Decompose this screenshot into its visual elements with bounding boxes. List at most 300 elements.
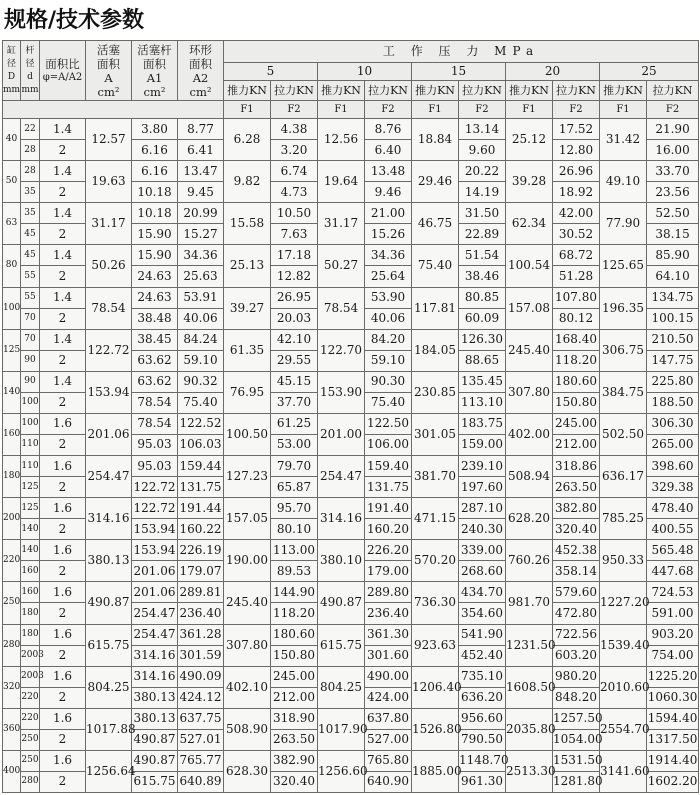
pull-force-cell: 150.80 [271,645,318,666]
pull-force-cell: 85.90 [647,245,699,266]
ring-area-cell: 13.47 [178,161,224,182]
pull-force-cell: 434.70 [459,582,506,603]
pull-force-cell: 1054.00 [553,729,600,750]
pull-force-cell: 339.00 [459,540,506,561]
pull-force-cell: 59.10 [365,350,412,371]
pull-force-cell: 144.90 [271,582,318,603]
table-row [3,540,699,561]
pull-force-cell: 122.50 [365,413,412,434]
table-row [3,666,699,687]
pull-force-cell: 320.40 [553,519,600,540]
push-force-label: 推力KN [318,81,365,101]
ring-area-cell: 15.27 [178,224,224,245]
push-force-cell: 570.20 [412,540,459,582]
piston-area-cell: 122.72 [86,329,132,371]
pull-force-cell: 17.52 [553,119,600,140]
ring-area-cell: 765.77 [178,750,224,771]
area-ratio-cell: 1.4 [40,329,86,350]
rod-area-cell: 201.06 [132,582,178,603]
pull-force-cell: 4.73 [271,182,318,203]
pull-force-cell: 168.40 [553,329,600,350]
pull-force-cell: 239.10 [459,456,506,477]
area-ratio-cell: 2 [40,392,86,413]
pull-force-cell: 4.38 [271,119,318,140]
pull-force-cell: 80.12 [553,308,600,329]
rod-diameter-cell: 125 [21,498,40,519]
area-ratio-cell: 1.6 [40,666,86,687]
rod-diameter-cell: 220 [21,708,40,729]
push-force-cell: 1608.50 [506,666,553,708]
rod-area-cell: 24.63 [132,266,178,287]
ring-area-cell: 122.52 [178,413,224,434]
push-force-cell: 471.15 [412,498,459,540]
ring-area-cell: 34.36 [178,245,224,266]
push-force-cell: 1256.60 [318,750,365,792]
rod-area-header: 活塞杆 面积 A1 cm² [132,41,178,101]
rod-area-cell: 615.75 [132,771,178,792]
piston-area-cell: 31.17 [86,203,132,245]
rod-area-cell: 254.47 [132,624,178,645]
pull-force-cell: 65.87 [271,477,318,498]
f1-label: F1 [224,101,271,119]
area-ratio-cell: 2 [40,645,86,666]
push-force-cell: 39.27 [224,287,271,329]
pull-force-cell: 1060.30 [647,687,699,708]
area-ratio-cell: 1.4 [40,119,86,140]
rod-diameter-cell: 125 [21,477,40,498]
push-force-cell: 615.75 [318,624,365,666]
pull-force-cell: 88.65 [459,350,506,371]
pull-force-cell: 14.19 [459,182,506,203]
ring-area-cell: 226.19 [178,540,224,561]
rod-diameter-cell: 70 [21,308,40,329]
bore-diameter-cell: 320 [3,666,21,708]
pull-force-cell: 135.45 [459,371,506,392]
pull-force-cell: 306.30 [647,413,699,434]
pull-force-cell: 31.50 [459,203,506,224]
pull-force-cell: 89.53 [271,561,318,582]
push-force-cell: 760.26 [506,540,553,582]
rod-area-cell: 95.03 [132,456,178,477]
pull-force-cell: 447.68 [647,561,699,582]
push-force-cell: 12.56 [318,119,365,161]
rod-area-cell: 10.18 [132,203,178,224]
f2-label: F2 [459,101,506,119]
ring-area-cell: 131.75 [178,477,224,498]
table-row [3,624,699,645]
push-force-cell: 2513.30 [506,750,553,792]
rod-diameter-cell: 28 [21,161,40,182]
rod-diameter-cell: 250 [21,729,40,750]
pull-force-cell: 180.60 [553,371,600,392]
piston-area-cell: 12.57 [86,119,132,161]
rod-diameter-cell: 180 [21,603,40,624]
piston-area-cell: 380.13 [86,540,132,582]
table-row [3,498,699,519]
area-ratio-cell: 2 [40,687,86,708]
pull-force-cell: 1594.40 [647,708,699,729]
push-force-cell: 2035.80 [506,708,553,750]
pull-force-cell: 329.38 [647,477,699,498]
pull-force-cell: 79.70 [271,456,318,477]
pull-force-cell: 1257.50 [553,708,600,729]
rod-area-cell: 153.94 [132,540,178,561]
pull-force-cell: 1914.40 [647,750,699,771]
area-ratio-cell: 1.6 [40,456,86,477]
pull-force-cell: 636.20 [459,687,506,708]
push-force-cell: 245.40 [224,582,271,624]
pull-force-cell: 34.36 [365,245,412,266]
push-force-cell: 490.87 [318,582,365,624]
ring-area-cell: 527.01 [178,729,224,750]
pull-force-cell: 354.60 [459,603,506,624]
bore-diameter-cell: 125 [3,329,21,371]
pull-force-cell: 210.50 [647,329,699,350]
pull-force-cell: 6.40 [365,140,412,161]
pull-force-cell: 790.50 [459,729,506,750]
pull-force-cell: 118.20 [553,350,600,371]
pull-force-cell: 84.20 [365,329,412,350]
pull-force-cell: 452.38 [553,540,600,561]
pull-force-cell: 240.30 [459,519,506,540]
rod-area-cell: 254.47 [132,603,178,624]
push-force-cell: 196.35 [600,287,647,329]
push-force-cell: 127.23 [224,456,271,498]
rod-diameter-cell: 55 [21,266,40,287]
push-force-cell: 190.00 [224,540,271,582]
pull-force-cell: 472.80 [553,603,600,624]
table-row [3,750,699,771]
area-ratio-cell: 1.6 [40,708,86,729]
push-force-cell: 61.35 [224,329,271,371]
pull-force-cell: 382.80 [553,498,600,519]
ring-area-cell: 9.45 [178,182,224,203]
pull-force-cell: 52.50 [647,203,699,224]
pull-force-cell: 452.40 [459,645,506,666]
pull-force-cell: 527.00 [365,729,412,750]
push-force-cell: 62.34 [506,203,553,245]
pull-force-cell: 68.72 [553,245,600,266]
rod-diameter-cell: 2003 [21,666,40,687]
bore-diameter-cell: 50 [3,161,21,203]
pull-force-cell: 1148.70 [459,750,506,771]
pull-force-cell: 18.92 [553,182,600,203]
pull-force-cell: 188.50 [647,392,699,413]
pull-force-cell: 126.30 [459,329,506,350]
rod-diameter-cell: 70 [21,329,40,350]
pull-force-cell: 212.00 [553,434,600,455]
ring-area-cell: 191.44 [178,498,224,519]
ring-area-cell: 25.63 [178,266,224,287]
pull-force-cell: 134.75 [647,287,699,308]
pull-force-cell: 38.46 [459,266,506,287]
area-ratio-cell: 2 [40,224,86,245]
pressure-15-header: 15 [412,63,506,81]
ring-area-cell: 20.99 [178,203,224,224]
pull-force-cell: 113.10 [459,392,506,413]
rod-diameter-cell: 160 [21,582,40,603]
area-ratio-cell: 2 [40,140,86,161]
push-force-cell: 307.80 [224,624,271,666]
pull-force-cell: 637.80 [365,708,412,729]
pull-force-cell: 37.70 [271,392,318,413]
push-force-cell: 1017.90 [318,708,365,750]
rod-area-cell: 314.16 [132,645,178,666]
ring-area-cell: 640.89 [178,771,224,792]
rod-area-cell: 490.87 [132,750,178,771]
pull-force-cell: 75.40 [365,392,412,413]
pull-force-label: 拉力KN [553,81,600,101]
push-force-cell: 1227.20 [600,582,647,624]
bore-diameter-cell: 220 [3,540,21,582]
area-ratio-cell: 1.4 [40,371,86,392]
pull-force-cell: 42.10 [271,329,318,350]
push-force-cell: 628.20 [506,498,553,540]
ring-area-cell: 490.09 [178,666,224,687]
pull-force-cell: 903.20 [647,624,699,645]
rod-area-cell: 24.63 [132,287,178,308]
area-ratio-cell: 1.6 [40,413,86,434]
pull-force-cell: 956.60 [459,708,506,729]
push-force-cell: 19.64 [318,161,365,203]
piston-area-cell: 201.06 [86,413,132,455]
area-ratio-cell: 1.6 [40,582,86,603]
f1-label: F1 [600,101,647,119]
pressure-10-header: 10 [318,63,412,81]
pull-force-cell: 490.00 [365,666,412,687]
push-force-cell: 78.54 [318,287,365,329]
push-force-cell: 25.12 [506,119,553,161]
pull-force-cell: 159.00 [459,434,506,455]
pull-force-cell: 100.15 [647,308,699,329]
push-force-cell: 9.82 [224,161,271,203]
pull-force-cell: 289.80 [365,582,412,603]
bore-diameter-cell: 180 [3,456,21,498]
push-force-cell: 636.17 [600,456,647,498]
pull-force-cell: 478.40 [647,498,699,519]
pull-force-cell: 268.60 [459,561,506,582]
push-force-cell: 314.16 [318,498,365,540]
pull-force-cell: 197.60 [459,477,506,498]
push-force-cell: 381.70 [412,456,459,498]
pull-force-cell: 179.00 [365,561,412,582]
push-force-cell: 31.42 [600,119,647,161]
ring-area-cell: 301.59 [178,645,224,666]
pull-force-cell: 1225.20 [647,666,699,687]
rod-area-cell: 3.80 [132,119,178,140]
area-ratio-cell: 1.4 [40,287,86,308]
area-ratio-header: 面积比 φ=A/A2 [40,41,86,101]
pull-force-cell: 8.76 [365,119,412,140]
pull-force-cell: 45.15 [271,371,318,392]
rod-diameter-cell: 250 [21,750,40,771]
push-force-cell: 245.40 [506,329,553,371]
pull-force-cell: 301.60 [365,645,412,666]
bore-header: 缸 径 D mm [3,41,21,101]
push-force-cell: 950.33 [600,540,647,582]
table-row [3,371,699,392]
area-ratio-cell: 1.6 [40,624,86,645]
rod-area-cell: 122.72 [132,477,178,498]
pull-force-label: 拉力KN [459,81,506,101]
push-force-cell: 100.50 [224,413,271,455]
rod-diameter-cell: 140 [21,519,40,540]
bore-diameter-cell: 160 [3,413,21,455]
pull-force-cell: 361.30 [365,624,412,645]
pressure-20-header: 20 [506,63,600,81]
rod-diameter-cell: 220 [21,687,40,708]
pull-force-cell: 9.46 [365,182,412,203]
bore-diameter-cell: 63 [3,203,21,245]
rod-area-cell: 201.06 [132,561,178,582]
pull-force-cell: 26.95 [271,287,318,308]
pull-force-cell: 318.86 [553,456,600,477]
rod-area-cell: 6.16 [132,140,178,161]
f1-label: F1 [412,101,459,119]
f1-label: F1 [318,101,365,119]
piston-area-cell: 1256.64 [86,750,132,792]
table-row [3,582,699,603]
rod-area-cell: 6.16 [132,161,178,182]
bore-diameter-cell: 280 [3,624,21,666]
pull-force-cell: 724.53 [647,582,699,603]
pull-force-cell: 980.20 [553,666,600,687]
pull-force-cell: 90.30 [365,371,412,392]
push-force-cell: 1206.40 [412,666,459,708]
header-spacer [3,101,224,119]
push-force-cell: 1526.80 [412,708,459,750]
pull-force-cell: 21.00 [365,203,412,224]
ring-area-cell: 84.24 [178,329,224,350]
pull-force-cell: 754.00 [647,645,699,666]
pull-force-cell: 20.03 [271,308,318,329]
pull-force-cell: 15.26 [365,224,412,245]
spec-table-wrapper [2,40,698,793]
push-force-cell: 230.85 [412,371,459,413]
rod-diameter-cell: 22 [21,119,40,140]
pull-force-cell: 579.60 [553,582,600,603]
area-ratio-cell: 1.4 [40,203,86,224]
pull-force-cell: 245.00 [271,666,318,687]
pull-force-cell: 51.28 [553,266,600,287]
pull-force-cell: 25.64 [365,266,412,287]
f2-label: F2 [647,101,699,119]
push-force-cell: 25.13 [224,245,271,287]
push-force-label: 推力KN [506,81,553,101]
push-force-cell: 157.08 [506,287,553,329]
pull-force-cell: 60.09 [459,308,506,329]
area-ratio-cell: 2 [40,477,86,498]
push-force-cell: 307.80 [506,371,553,413]
pull-force-cell: 382.90 [271,750,318,771]
pull-force-cell: 225.80 [647,371,699,392]
push-force-cell: 923.63 [412,624,459,666]
push-force-cell: 306.75 [600,329,647,371]
rod-area-cell: 153.94 [132,519,178,540]
bore-diameter-cell: 100 [3,287,21,329]
rod-area-cell: 78.54 [132,392,178,413]
pull-force-cell: 848.20 [553,687,600,708]
pull-force-cell: 765.80 [365,750,412,771]
pull-force-cell: 159.40 [365,456,412,477]
pull-force-cell: 183.75 [459,413,506,434]
rod-area-cell: 63.62 [132,371,178,392]
area-ratio-cell: 2 [40,350,86,371]
bore-diameter-cell: 80 [3,245,21,287]
f2-label: F2 [271,101,318,119]
ring-area-cell: 40.06 [178,308,224,329]
pull-force-cell: 424.00 [365,687,412,708]
push-force-cell: 39.28 [506,161,553,203]
push-force-cell: 508.90 [224,708,271,750]
push-force-cell: 1231.50 [506,624,553,666]
push-force-cell: 29.46 [412,161,459,203]
pull-force-cell: 22.89 [459,224,506,245]
pull-force-cell: 287.10 [459,498,506,519]
piston-area-cell: 615.75 [86,624,132,666]
ring-area-cell: 59.10 [178,350,224,371]
ring-area-cell: 236.40 [178,603,224,624]
piston-area-cell: 78.54 [86,287,132,329]
piston-area-cell: 19.63 [86,161,132,203]
push-force-cell: 981.70 [506,582,553,624]
push-force-cell: 49.10 [600,161,647,203]
push-force-cell: 384.75 [600,371,647,413]
table-row [3,708,699,729]
pull-force-cell: 12.80 [553,140,600,161]
rod-diameter-cell: 110 [21,456,40,477]
pull-force-cell: 191.40 [365,498,412,519]
bore-diameter-cell: 400 [3,750,21,792]
pull-force-cell: 17.18 [271,245,318,266]
rod-diameter-cell: 35 [21,182,40,203]
page-title: 规格/技术参数 [4,8,145,33]
rod-diameter-cell: 90 [21,350,40,371]
ring-area-cell: 179.07 [178,561,224,582]
pull-force-cell: 20.22 [459,161,506,182]
push-force-cell: 804.25 [318,666,365,708]
pull-force-cell: 9.60 [459,140,506,161]
pull-force-label: 拉力KN [271,81,318,101]
push-force-cell: 122.70 [318,329,365,371]
pull-force-cell: 113.00 [271,540,318,561]
pull-force-cell: 61.25 [271,413,318,434]
pull-force-cell: 30.52 [553,224,600,245]
pull-force-cell: 226.20 [365,540,412,561]
table-row [3,329,699,350]
ring-area-cell: 361.28 [178,624,224,645]
rod-diameter-cell: 35 [21,203,40,224]
push-force-cell: 125.65 [600,245,647,287]
area-ratio-cell: 2 [40,182,86,203]
f1-label: F1 [506,101,553,119]
pull-force-cell: 1602.20 [647,771,699,792]
piston-area-cell: 1017.88 [86,708,132,750]
push-force-cell: 628.30 [224,750,271,792]
rod-header: 杆 径 d mm [21,41,40,101]
rod-area-cell: 95.03 [132,434,178,455]
pull-force-cell: 13.48 [365,161,412,182]
push-force-cell: 75.40 [412,245,459,287]
push-force-cell: 201.00 [318,413,365,455]
bore-diameter-cell: 140 [3,371,21,413]
push-force-label: 推力KN [600,81,647,101]
pull-force-cell: 263.50 [271,729,318,750]
rod-diameter-cell: 90 [21,371,40,392]
piston-area-cell: 50.26 [86,245,132,287]
rod-diameter-cell: 280 [21,771,40,792]
push-force-cell: 2010.60 [600,666,647,708]
